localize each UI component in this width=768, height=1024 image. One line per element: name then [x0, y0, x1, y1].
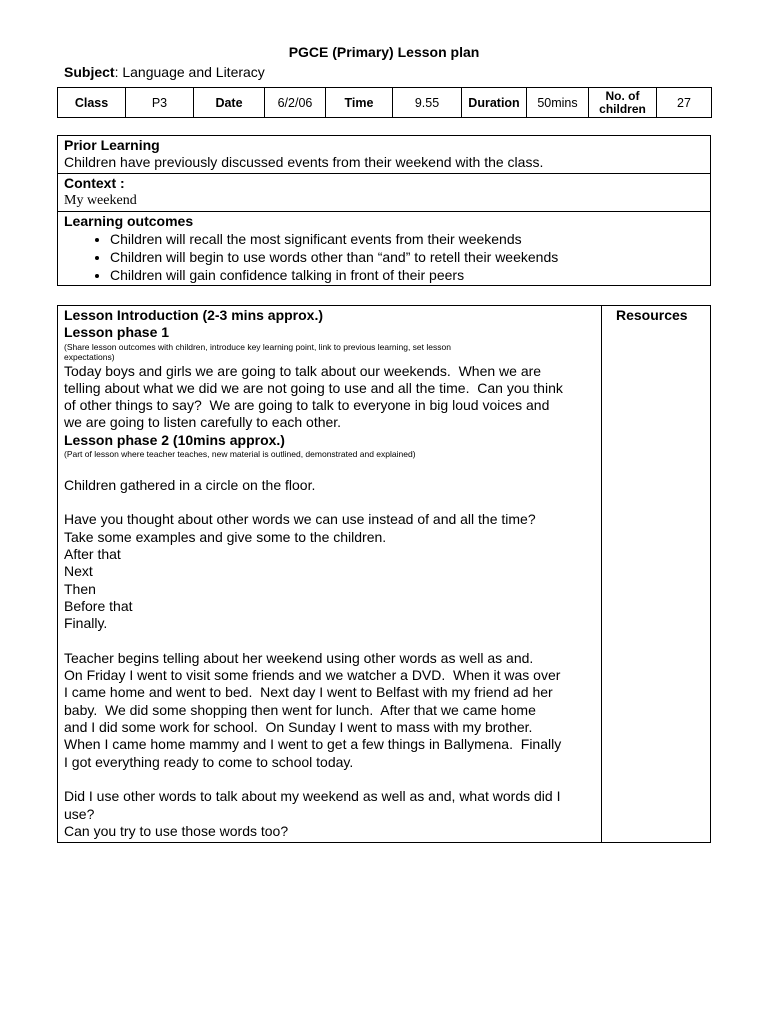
- list-item: • Children will begin to use words other than “and” to retell their weekends: [110, 248, 704, 266]
- overview-box: [57, 135, 711, 286]
- words-line: Before that: [64, 597, 133, 614]
- lesson-box: [57, 305, 711, 843]
- phase1-heading: Lesson phase 1: [64, 324, 170, 341]
- question-line: Did I use other words to talk about my weekend as well as and, what words did I: [64, 788, 561, 805]
- children-value: 27: [657, 88, 712, 118]
- phase1-note-2: expectations): [64, 352, 115, 363]
- context-section: [58, 173, 710, 211]
- story-line: Teacher begins telling about her weekend using other words as well as and.: [64, 649, 534, 666]
- words-line: Next: [64, 563, 93, 580]
- phase1-line: we are going to listen carefully to each other.: [64, 414, 342, 431]
- words-line: Then: [64, 580, 96, 597]
- context-heading: Context :: [64, 175, 125, 191]
- phase2-heading: Lesson phase 2 (10mins approx.): [64, 431, 285, 448]
- children-label-line2: children: [599, 101, 646, 116]
- duration-label: Duration: [462, 88, 527, 118]
- page-title: PGCE (Primary) Lesson plan: [288, 44, 480, 60]
- phase1-line: Today boys and girls we are going to talk about our weekends. When we are: [64, 362, 542, 379]
- words-line: After that: [64, 546, 121, 563]
- story-line: On Friday I went to visit some friends and we watcher a DVD. When it was over: [64, 667, 561, 684]
- story-line: I came home and went to bed. Next day I went to Belfast with my friend ad her: [64, 684, 553, 701]
- resources-heading: Resources: [616, 307, 688, 323]
- prior-learning-text: Children have previously discussed events from their weekend with the class.: [64, 154, 544, 170]
- date-value: 6/2/06: [265, 88, 326, 118]
- intro-heading: Lesson Introduction (2-3 mins approx.): [64, 307, 324, 323]
- duration-value: 50mins: [527, 88, 589, 118]
- list-item: • Children will recall the most significant events from their weekends: [110, 230, 704, 248]
- words-line: Have you thought about other words we can use instead of and all the time?: [64, 511, 536, 528]
- subject-label: Subject: [64, 64, 115, 80]
- children-label: [589, 88, 657, 118]
- circle-line: Children gathered in a circle on the floor.: [64, 476, 316, 493]
- story-line: and I did some work for school. On Sunday I went to mass with my brother.: [64, 719, 533, 736]
- phase2-note: (Part of lesson where teacher teaches, new material is outlined, demonstrated and explained): [64, 449, 416, 460]
- date-label: Date: [194, 88, 265, 118]
- list-item: • Children will gain confidence talking in front of their peers: [110, 266, 704, 284]
- class-value: P3: [126, 88, 194, 118]
- learning-outcomes-heading: Learning outcomes: [64, 213, 194, 229]
- learning-outcomes-list: [64, 230, 704, 284]
- time-label: Time: [326, 88, 393, 118]
- question-line: Can you try to use those words too?: [64, 822, 289, 839]
- story-line: I got everything ready to come to school today.: [64, 753, 354, 770]
- words-line: Finally.: [64, 615, 108, 632]
- question-line: use?: [64, 805, 95, 822]
- phase1-line: telling about what we did we are not going to use and all the time. Can you think: [64, 379, 563, 396]
- children-label-line1: No. of: [605, 88, 640, 103]
- lesson-info-table: [57, 87, 712, 118]
- story-line: When I came home mammy and I went to get a few things in Ballymena. Finally: [64, 736, 562, 753]
- subject-value: : Language and Literacy: [114, 64, 265, 80]
- lesson-column: [58, 306, 602, 842]
- prior-learning-heading: Prior Learning: [64, 137, 160, 153]
- words-line: Take some examples and give some to the children.: [64, 528, 387, 545]
- context-text: My weekend: [64, 193, 137, 208]
- learning-outcomes-section: [58, 211, 710, 285]
- story-line: baby. We did some shopping then went for lunch. After that we came home: [64, 701, 536, 718]
- class-label: Class: [58, 88, 126, 118]
- phase1-line: of other things to say? We are going to talk to everyone in big loud voices and: [64, 397, 550, 414]
- time-value: 9.55: [393, 88, 462, 118]
- resources-column: [610, 306, 694, 325]
- prior-learning-section: [58, 136, 710, 173]
- phase1-note-1: (Share lesson outcomes with children, introduce key learning point, link to previous learning, set lesson: [64, 341, 451, 352]
- subject-line: [64, 64, 265, 80]
